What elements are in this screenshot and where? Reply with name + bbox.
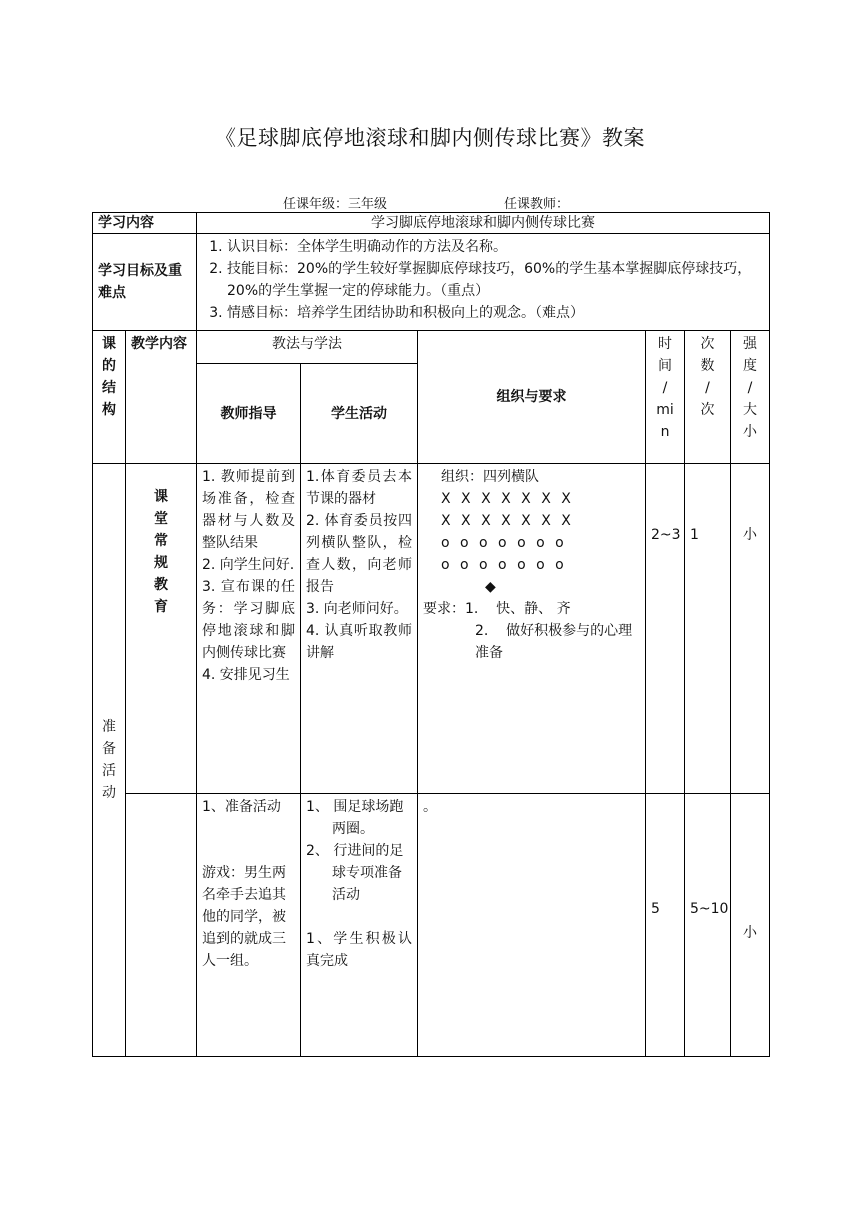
section-prep-row (93, 794, 770, 1057)
teaching-content-header: 教学内容 (126, 331, 197, 464)
section-routine-row (93, 464, 770, 794)
routine-student: 1.体育委员去本节课的器材 2. 体育委员按四列横队整队，检查人数，向老师报告 3. 向老师问好。 4. 认真听取教师讲解 (301, 464, 418, 794)
methods-header: 教法与学法 (197, 331, 418, 364)
content-row (93, 213, 770, 234)
header-row-1 (93, 331, 770, 364)
goals-cell (197, 234, 770, 331)
diamond-icon: ◆ (485, 579, 496, 595)
organization-header: 组织与要求 (418, 331, 646, 464)
document-title: 《足球脚底停地滚球和脚内侧传球比赛》教案 (215, 126, 645, 150)
count-header: 次 数 / 次 (685, 331, 731, 464)
time-header: 时 间 / mi n (646, 331, 685, 464)
grade-label: 任课年级：三年级 (283, 197, 388, 212)
structure-header: 课 的 结 构 (93, 331, 126, 464)
lesson-plan-table (92, 212, 770, 1057)
intensity-header: 强 度 / 大 小 (731, 331, 770, 464)
content-value: 学习脚底停地滚球和脚内侧传球比赛 (197, 213, 770, 234)
student-activity-header: 学生活动 (301, 364, 418, 464)
teacher-guide-header: 教师指导 (197, 364, 301, 464)
prep-count: 5~10 (685, 794, 731, 1057)
prep-name (126, 794, 197, 1057)
goals-label: 学习目标及重难点 (93, 234, 197, 331)
prep-time: 5 (646, 794, 685, 1057)
prep-teacher: 1、准备活动 游戏：男生两名牵手去追其他的同学，被追到的就成三人一组。 (197, 794, 301, 1057)
routine-count: 1 (685, 464, 731, 794)
routine-time: 2~3 (646, 464, 685, 794)
prep-student: 1、 围足球场跑两圈。 2、 行进间的足球专项准备活动 1、学生积极认真完成 (301, 794, 418, 1057)
goal-item: 1. 认识目标：全体学生明确动作的方法及名称。 (227, 236, 764, 258)
routine-organization: 组织：四列横队 X X X X X X X X X X X X X X o o o o o o o o o o o o o o ◆ 要求：1. 快、静、 齐 2. 做好积极参与的心理准备 (418, 464, 646, 794)
goal-item: 2. 技能目标：20%的学生较好掌握脚底停球技巧，60%的学生基本掌握脚底停球技巧，20%的学生掌握一定的停球能力。（重点） (227, 258, 764, 302)
content-label: 学习内容 (93, 213, 197, 234)
routine-name: 课 堂 常 规 教 育 (126, 464, 197, 794)
prep-structure-cell: 准 备 活 动 (93, 464, 126, 1057)
goal-item: 3. 情感目标：培养学生团结协助和积极向上的观念。（难点） (227, 302, 764, 324)
goals-list (202, 236, 764, 324)
routine-teacher: 1. 教师提前到场准备，检查器材与人数及整队结果 2. 向学生问好. 3. 宣布课的任务：学习脚底停地滚球和脚内侧传球比赛 4. 安排见习生 (197, 464, 301, 794)
prep-intensity: 小 (731, 794, 770, 1057)
prep-organization: 。 (418, 794, 646, 1057)
teacher-label: 任课教师： (504, 197, 570, 212)
routine-intensity: 小 (731, 464, 770, 794)
goals-row (93, 234, 770, 331)
